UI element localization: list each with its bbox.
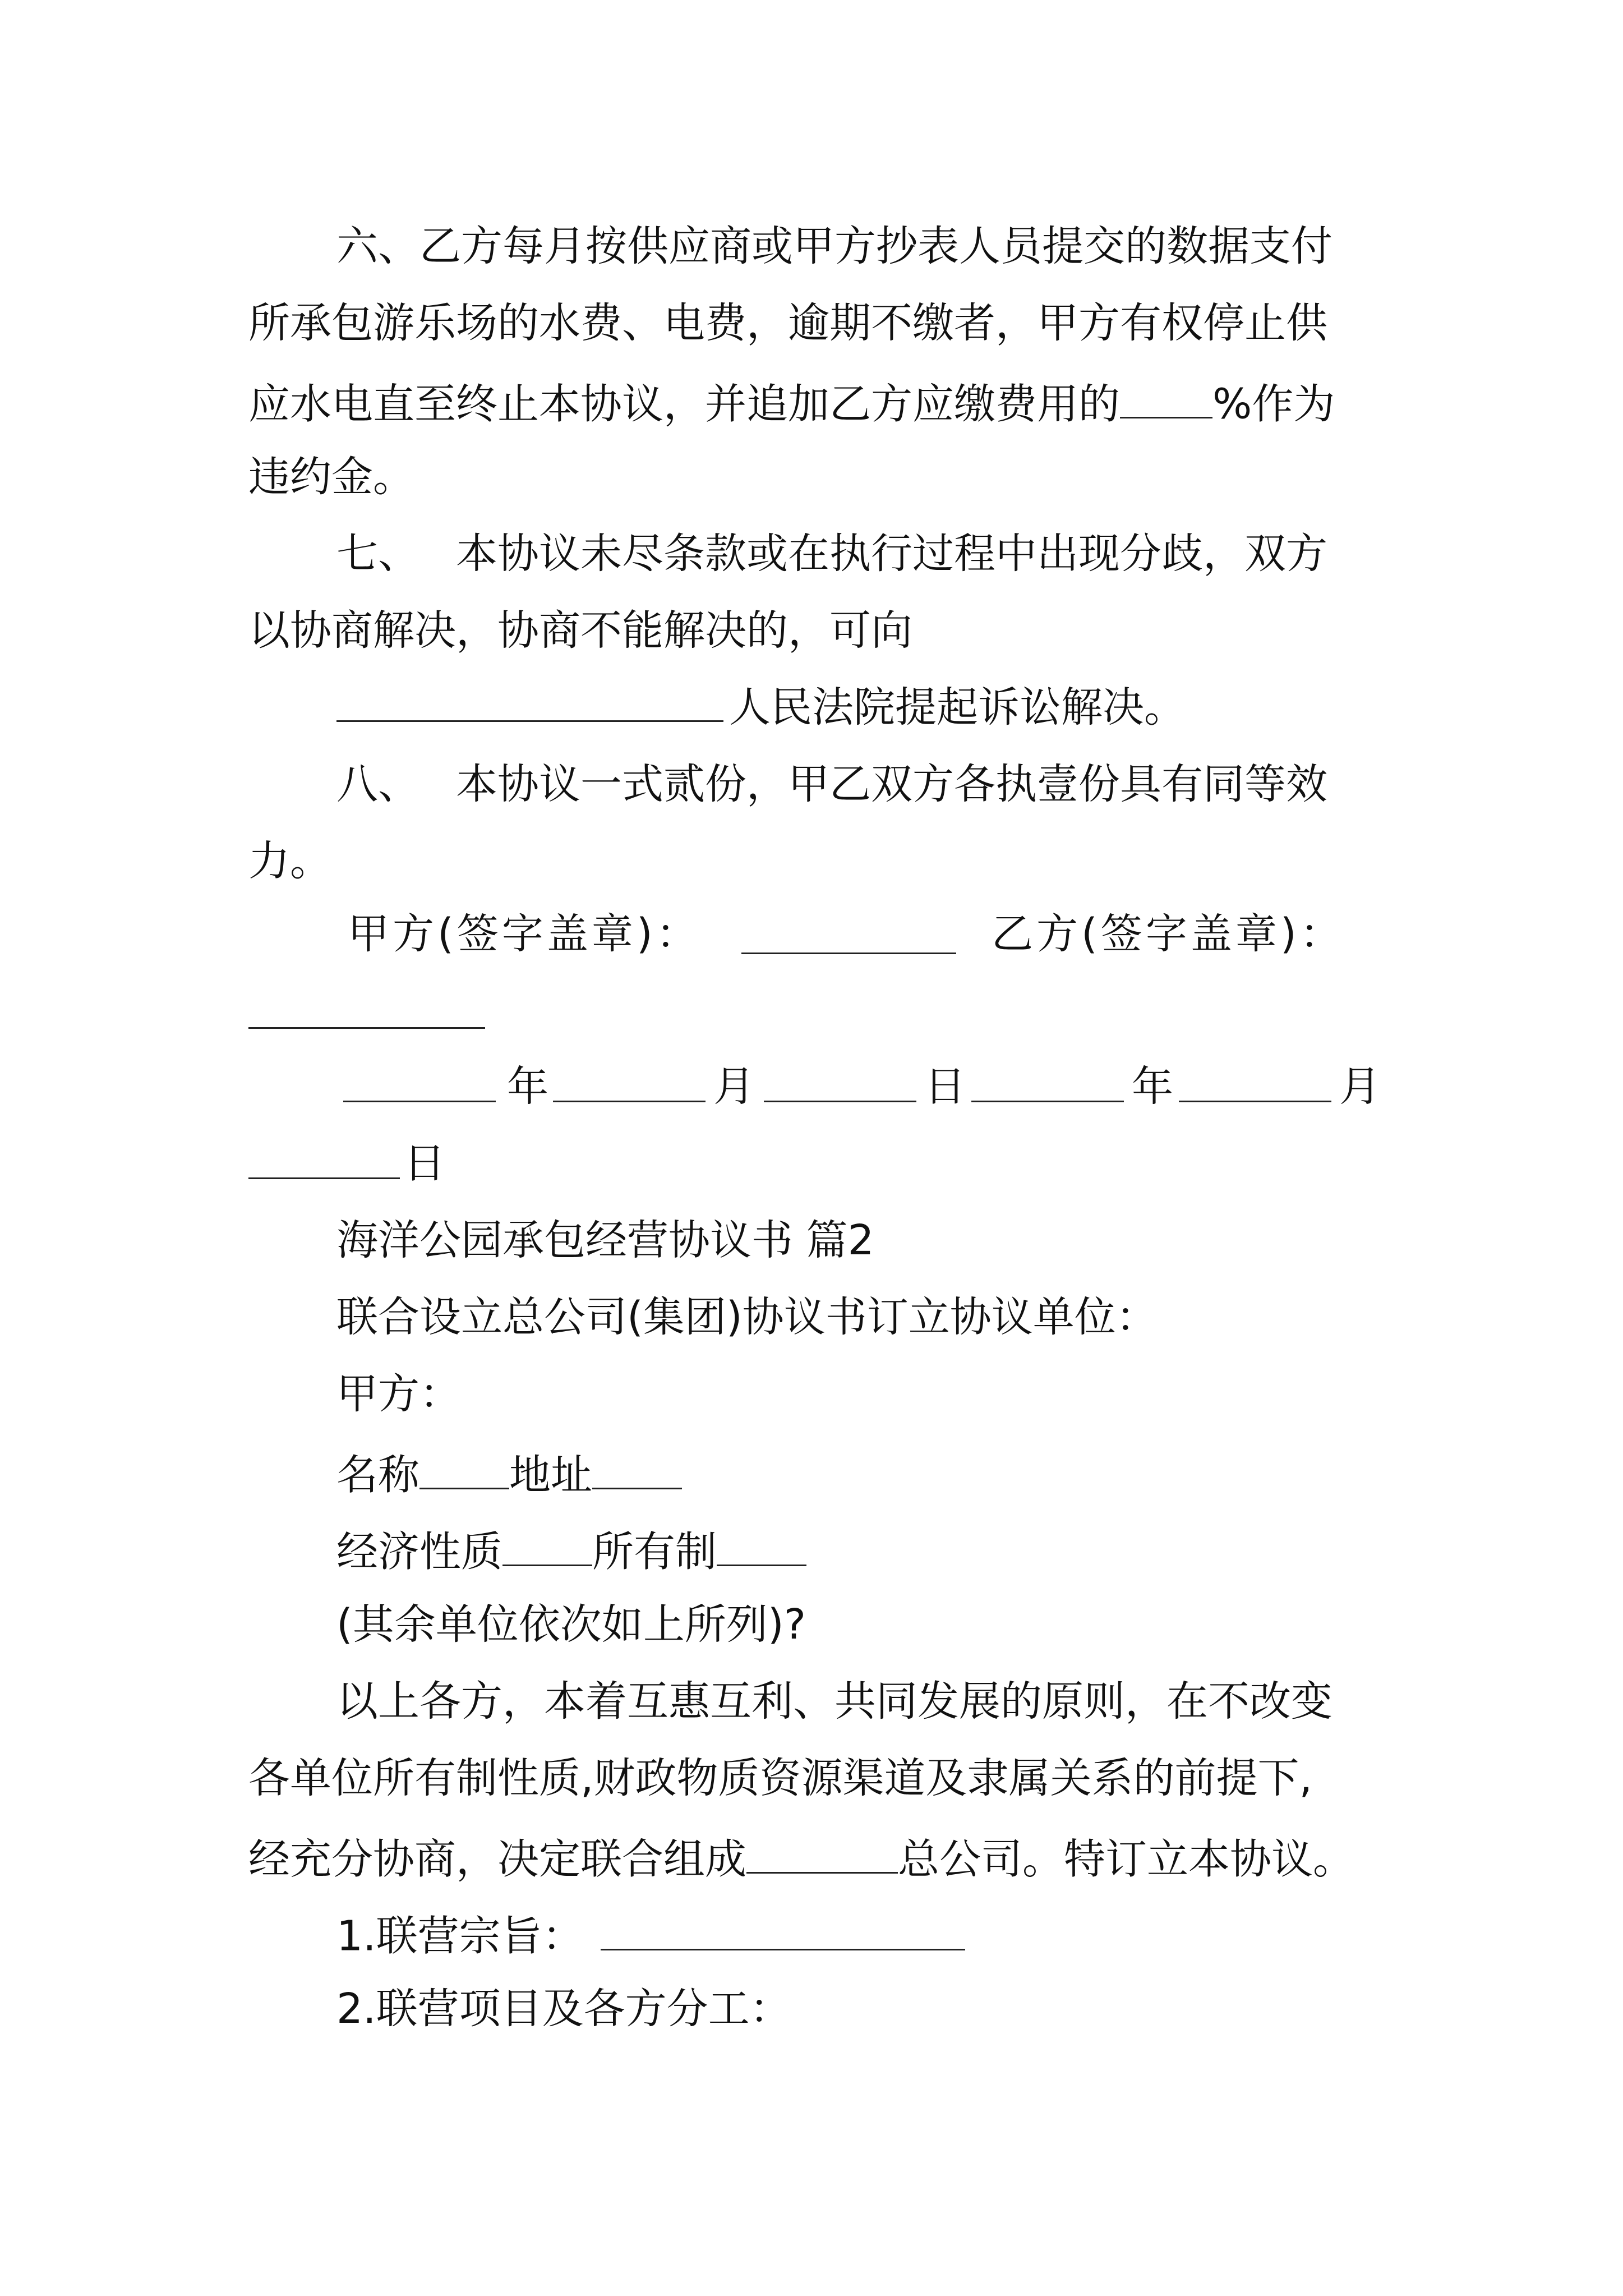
name-blank [419,1450,509,1489]
month-a-blank [553,1101,706,1102]
party-b-signature-label: 乙方(签字盖章)： [992,910,1345,958]
clause7-number: 七、 [336,530,419,578]
section2-para-line1: 以上各方，本着互惠互利、共同发展的原则，在不改变 [336,1677,1332,1726]
clause6-line4: 违约金。 [248,453,414,501]
clause7-line1 [336,530,1327,578]
clause6-line2: 所承包游乐场的水费、电费，逾期不缴者，甲方有权停止供 [248,299,1327,347]
item1-label: 1.联营宗旨： [336,1912,584,1961]
para-line3-suffix: 总公司。特订立本协议。 [898,1835,1354,1884]
party-a-signature-blank [741,953,956,954]
nature-label: 经济性质 [336,1527,502,1576]
clause7-text: 本协议未尽条款或在执行过程中出现分歧，双方 [456,530,1327,578]
clause6-line3-suffix: %作为 [1212,380,1335,429]
item2-projects: 2.联营项目及各方分工： [336,1985,791,2033]
clause6-line1: 六、乙方每月按供应商或甲方抄表人员提交的数据支付 [336,222,1332,270]
day-a-blank [764,1101,916,1102]
party-a-signature-label: 甲方(签字盖章)： [348,910,701,958]
purpose-blank [601,1911,965,1950]
item1-purpose [336,1911,965,1961]
clause7-line3: 人民法院提起诉讼解决。 [729,683,1186,731]
clause6-line3 [248,379,1335,429]
court-blank [336,720,723,722]
clause8-text: 本协议一式贰份，甲乙双方各执壹份具有同等效 [456,760,1327,808]
year-a-label: 年 [507,1062,548,1111]
section2-para-line2: 各单位所有制性质,财政物质资源渠道及隶属关系的前提下, [248,1754,1313,1802]
clause8-number: 八、 [336,760,419,808]
month-b-label: 月 [1339,1062,1381,1111]
company-name-blank [746,1834,898,1874]
name-address-line [336,1450,682,1499]
clause8-line2: 力。 [248,837,331,885]
address-blank [592,1450,682,1489]
party-b-signature-blank [248,1027,485,1029]
month-a-label: 月 [713,1062,755,1111]
para-line3-text: 经充分协商，决定联合组成 [248,1835,746,1884]
day-b-label: 日 [404,1139,445,1188]
name-label: 名称 [336,1451,419,1499]
section2-party-a: 甲方： [336,1370,461,1418]
ownership-label: 所有制 [592,1527,717,1576]
section2-intro: 联合设立总公司(集团)协议书订立协议单位： [336,1293,1158,1341]
address-label: 地址 [509,1451,592,1499]
nature-ownership-line [336,1527,806,1576]
percent-blank [1120,379,1212,418]
section2-heading: 海洋公园承包经营协议书 篇2 [336,1216,874,1264]
year-b-blank [971,1101,1124,1102]
day-a-label: 日 [924,1062,966,1111]
year-b-label: 年 [1132,1062,1173,1111]
clause8-line1 [336,760,1327,808]
ownership-blank [717,1527,806,1566]
others-note: (其余单位依次如上所列)? [336,1600,806,1649]
year-a-blank [343,1101,496,1102]
clause7-line2: 以协商解决，协商不能解决的，可向 [248,606,912,655]
nature-blank [502,1527,592,1566]
day-b-blank [248,1177,400,1179]
month-b-blank [1179,1101,1331,1102]
section2-para-line3 [248,1834,1354,1884]
clause6-line3-text: 应水电直至终止本协议，并追加乙方应缴费用的 [248,380,1120,429]
